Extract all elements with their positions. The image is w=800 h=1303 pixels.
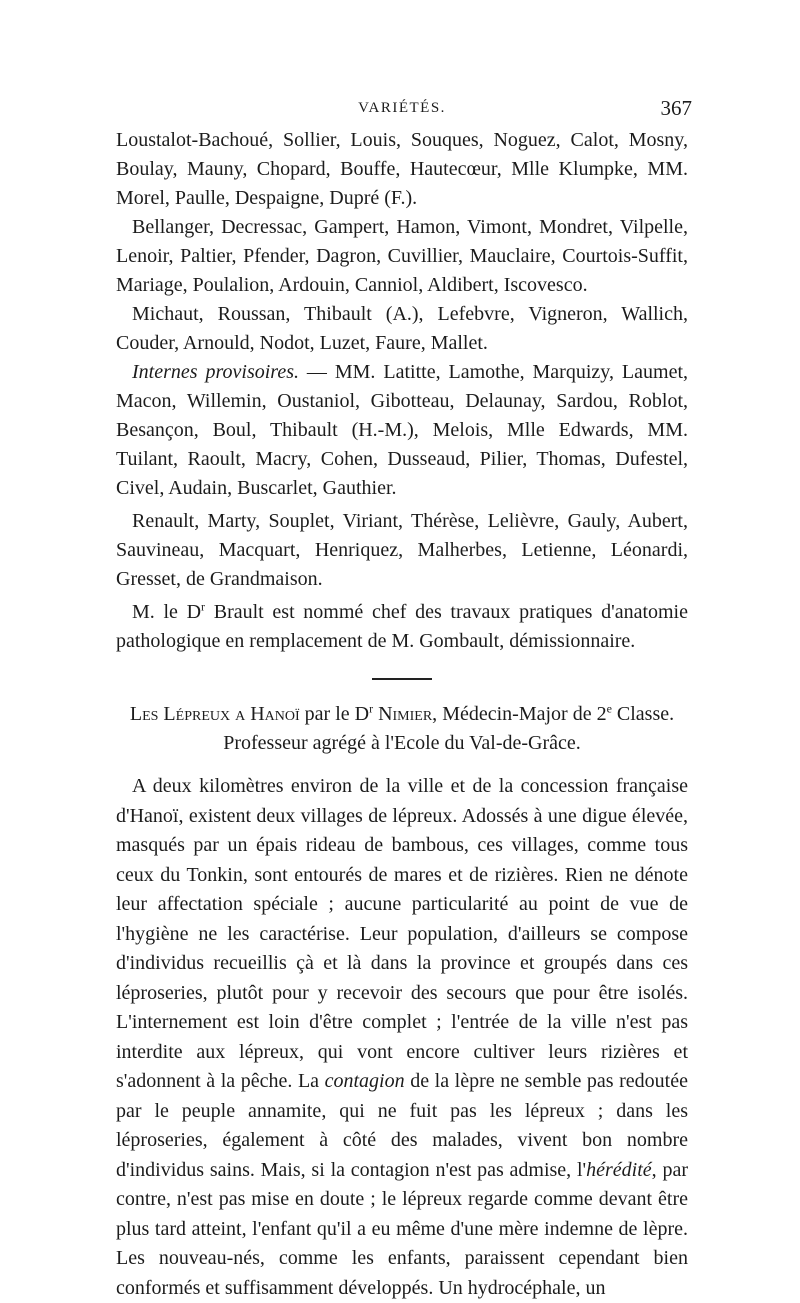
running-header <box>116 96 692 126</box>
article-em-heredite: hérédité <box>586 1158 652 1181</box>
article-text-2: de la lèpre ne semble pas redoutée par le peuple annamite, qui ne fuit pas les lépreux ; dans les léproseries, également à côté des malades, vivent bon nombre d'individus sains. Mais, si la contagion n'est pas admise, l' <box>116 1070 688 1181</box>
article-title-class: Classe. <box>611 703 675 725</box>
appointment-paragraph <box>116 598 688 656</box>
section-divider <box>372 678 432 680</box>
running-title: VARIÉTÉS. <box>358 100 446 116</box>
names-list <box>116 126 688 656</box>
names-paragraph-5: Renault, Marty, Souplet, Viriant, Thérèse, Lelièvre, Gauly, Aubert, Sauvineau, Macquart, Henriquez, Malherbes, Letienne, Léonardi, Gresset, de Grandmaison. <box>116 510 688 590</box>
page-number: 367 <box>660 96 692 120</box>
article-title-affiliation: Professeur agrégé à l'Ecole du Val-de-Grâce. <box>223 732 581 754</box>
article-title <box>116 700 688 758</box>
internes-provisoires-label: Internes provisoires. <box>132 361 299 383</box>
article-title-by: par le D <box>299 703 370 725</box>
article-title-main: Les Lépreux a Hanoï <box>129 703 300 725</box>
article-text-3: , par contre, n'est pas mise en doute ; le lépreux regarde comme devant être plus tard atteint, l'enfant qu'il a eu même d'une mère indemne de lèpre. Les nouveau-nés, comme les enfants, paraissent cependant bien conformés et suffisamment développés. Un hydrocéphale, un <box>116 1158 688 1299</box>
article-body <box>116 772 688 1303</box>
appointment-sup: r <box>201 599 206 614</box>
appointment-text-a: M. le D <box>132 601 202 623</box>
internes-provisoires-text: — MM. Latitte, Lamothe, Marquizy, Laumet, Macon, Willemin, Oustaniol, Gibotteau, Delaunay, Sardou, Roblot, Besançon, Boul, Thibault (H.-M.), Melois, Mlle Edwards, MM. Tuilant, Raoult, Macry, Cohen, Dusseaud, Pilier, Thomas, Dufestel, Civel, Audain, Buscarlet, Gauthier. <box>116 361 688 499</box>
names-paragraph-2: Bellanger, Decressac, Gampert, Hamon, Vimont, Mondret, Vilpelle, Lenoir, Paltier, Pfender, Dagron, Cuvillier, Mauclaire, Courtois-Suffit, Mariage, Poulalion, Ardouin, Canniol, Aldibert, Iscovesco. <box>116 216 688 296</box>
article-title-sup1: r <box>369 701 374 716</box>
names-paragraph-4 <box>116 358 688 503</box>
article-title-rank: Médecin-Major de 2 <box>437 703 607 725</box>
article-author: Nimier, <box>373 703 438 725</box>
names-paragraph-3: Michaut, Roussan, Thibault (A.), Lefebvre, Vigneron, Wallich, Couder, Arnould, Nodot, Luzet, Faure, Mallet. <box>116 303 688 354</box>
names-paragraph-1: Loustalot-Bachoué, Sollier, Louis, Souques, Noguez, Calot, Mosny, Boulay, Mauny, Chopard, Bouffe, Hautecœur, Mlle Klumpke, MM. Morel, Paulle, Despaigne, Dupré (F.). <box>116 129 688 209</box>
article-em-contagion: contagion <box>324 1070 405 1092</box>
article-paragraph <box>116 772 688 1303</box>
appointment-text-b: Brault est nommé chef des travaux pratiques d'anatomie pathologique en remplacement de M. Gombault, démissionnaire. <box>116 601 688 652</box>
article-text-1: A deux kilomètres environ de la ville et de la concession française d'Hanoï, existent deux villages de lépreux. Adossés à une digue élevée, masqués par un épais rideau de bambous, ces villages, comme tous ceux du Tonkin, sont entourés de mares et de rizières. Rien ne dénote leur affectation spéciale ; aucune particularité au point de vue de l'hygiène ne les caractérise. Leur population, d'ailleurs se compose d'individus recueillis çà et là dans la province et groupés dans ces léproseries, plutôt pour y recevoir des secours que pour être isolés. L'internement est loin d'être complet ; l'entrée de la ville n'est pas interdite aux lépreux, qui vont encore cultiver leurs rizières et s'adonnent à la pêche. La <box>116 775 688 1092</box>
article-title-sup2: e <box>606 701 612 716</box>
